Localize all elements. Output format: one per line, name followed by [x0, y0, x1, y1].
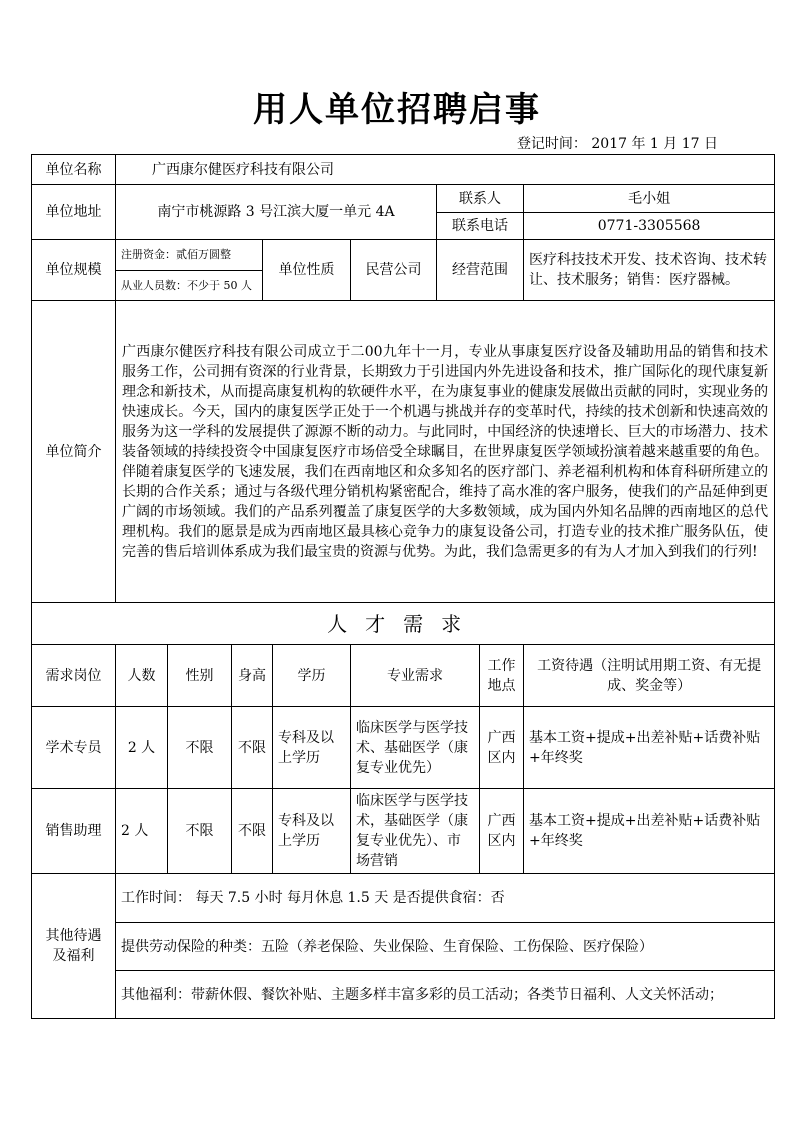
job-count: 2 人 — [116, 789, 168, 874]
registration-date: 登记时间： 2017 年 1 月 17 日 — [516, 136, 718, 152]
job-gender: 不限 — [168, 789, 232, 874]
talent-demand-banner: 人才需求 — [32, 603, 775, 645]
unit-address: 南宁市桃源路 3 号江滨大厦一单元 4A — [116, 185, 437, 240]
job-salary: 基本工资+提成+出差补贴+话费补贴+年终奖 — [524, 789, 775, 874]
header-location: 工作地点 — [480, 645, 524, 707]
header-height: 身高 — [232, 645, 273, 707]
contact-label: 联系人 — [437, 185, 524, 213]
insurance-types: 提供劳动保险的种类：五险（养老保险、失业保险、生育保险、工伤保险、医疗保险） — [116, 923, 775, 971]
intro-label: 单位简介 — [32, 301, 116, 603]
contact-person: 毛小姐 — [524, 185, 775, 213]
page-title: 用人单位招聘启事 — [253, 90, 541, 130]
benefits-label: 其他待遇及福利 — [32, 874, 116, 1019]
job-salary: 基本工资+提成+出差补贴+话费补贴+年终奖 — [524, 707, 775, 789]
unit-address-label: 单位地址 — [32, 185, 116, 240]
phone-label: 联系电话 — [437, 213, 524, 240]
company-intro: 广西康尔健医疗科技有限公司成立于二00九年十一月，专业从事康复医疗设备及辅助用品的销售和技术服务工作，公司拥有资深的行业背景，长期致力于引进国内外先进设备和技术，推广国际化的现代康复新理念和新技术，从而提高康复机构的软硬件水平，在为康复事业的健康发展做出贡献的同时，实现业务的快速成长。今天，国内的康复医学正处于一个机遇与挑战并存的变革时代，持续的技术创新和快速高效的服务为这一学科的发展提供了源源不断的动力。与此同时，中国经济的快速增长、巨大的市场潜力、技术装备领域的持续投资令中国康复医疗市场倍受全球瞩目，在世界康复医学领域扮演着越来越重要的角色。伴随着康复医学的飞速发展，我们在西南地区和众多知名的医疗部门、养老福利机构和体育科研所建立的长期的合作关系；通过与各级代理分销机构紧密配合，维持了高水准的客户服务，使我们的产品延伸到更广阔的市场领域。我们的产品系列覆盖了康复医学的大多数领域，成为国内外知名品牌的西南地区的总代理机构。我们的愿景是成为西南地区最具核心竞争力的康复设备公司，打造专业的技术推广服务队伍，使完善的售后培训体系成为我们最宝贵的资源与优势。为此，我们急需更多的有为人才加入到我们的行列! — [116, 301, 775, 603]
job-title: 学术专员 — [32, 707, 116, 789]
header-education: 学历 — [273, 645, 351, 707]
job-title: 销售助理 — [32, 789, 116, 874]
job-major: 临床医学与医学技术、基础医学（康复专业优先） — [351, 707, 480, 789]
staff-count: 从业人员数：不少于 50 人 — [116, 271, 263, 301]
job-education: 专科及以上学历 — [273, 789, 351, 874]
header-gender: 性别 — [168, 645, 232, 707]
job-education: 专科及以上学历 — [273, 707, 351, 789]
header-salary: 工资待遇（注明试用期工资、有无提成、奖金等） — [524, 645, 775, 707]
job-location: 广西区内 — [480, 707, 524, 789]
job-count: 2 人 — [116, 707, 168, 789]
registered-capital: 注册资金：贰佰万圆整 — [116, 240, 263, 271]
header-major: 专业需求 — [351, 645, 480, 707]
recruitment-form — [31, 154, 775, 1019]
unit-name: 广西康尔健医疗科技有限公司 — [116, 155, 775, 185]
job-gender: 不限 — [168, 707, 232, 789]
unit-name-label: 单位名称 — [32, 155, 116, 185]
header-position: 需求岗位 — [32, 645, 116, 707]
unit-nature-label: 单位性质 — [263, 240, 351, 301]
job-location: 广西区内 — [480, 789, 524, 874]
contact-phone: 0771-3305568 — [524, 213, 775, 240]
header-count: 人数 — [116, 645, 168, 707]
job-height: 不限 — [232, 789, 273, 874]
other-benefits: 其他福利：带薪休假、餐饮补贴、主题多样丰富多彩的员工活动；各类节日福利、人文关怀活动； — [116, 971, 775, 1019]
unit-nature: 民营公司 — [351, 240, 437, 301]
job-height: 不限 — [232, 707, 273, 789]
business-scope-label: 经营范围 — [437, 240, 524, 301]
job-major: 临床医学与医学技术，基础医学（康复专业优先）、市场营销 — [351, 789, 480, 874]
work-time: 工作时间： 每天 7.5 小时 每月休息 1.5 天 是否提供食宿：否 — [116, 874, 775, 923]
unit-scale-label: 单位规模 — [32, 240, 116, 301]
business-scope: 医疗科技技术开发、技术咨询、技术转让、技术服务；销售：医疗器械。 — [524, 240, 775, 301]
